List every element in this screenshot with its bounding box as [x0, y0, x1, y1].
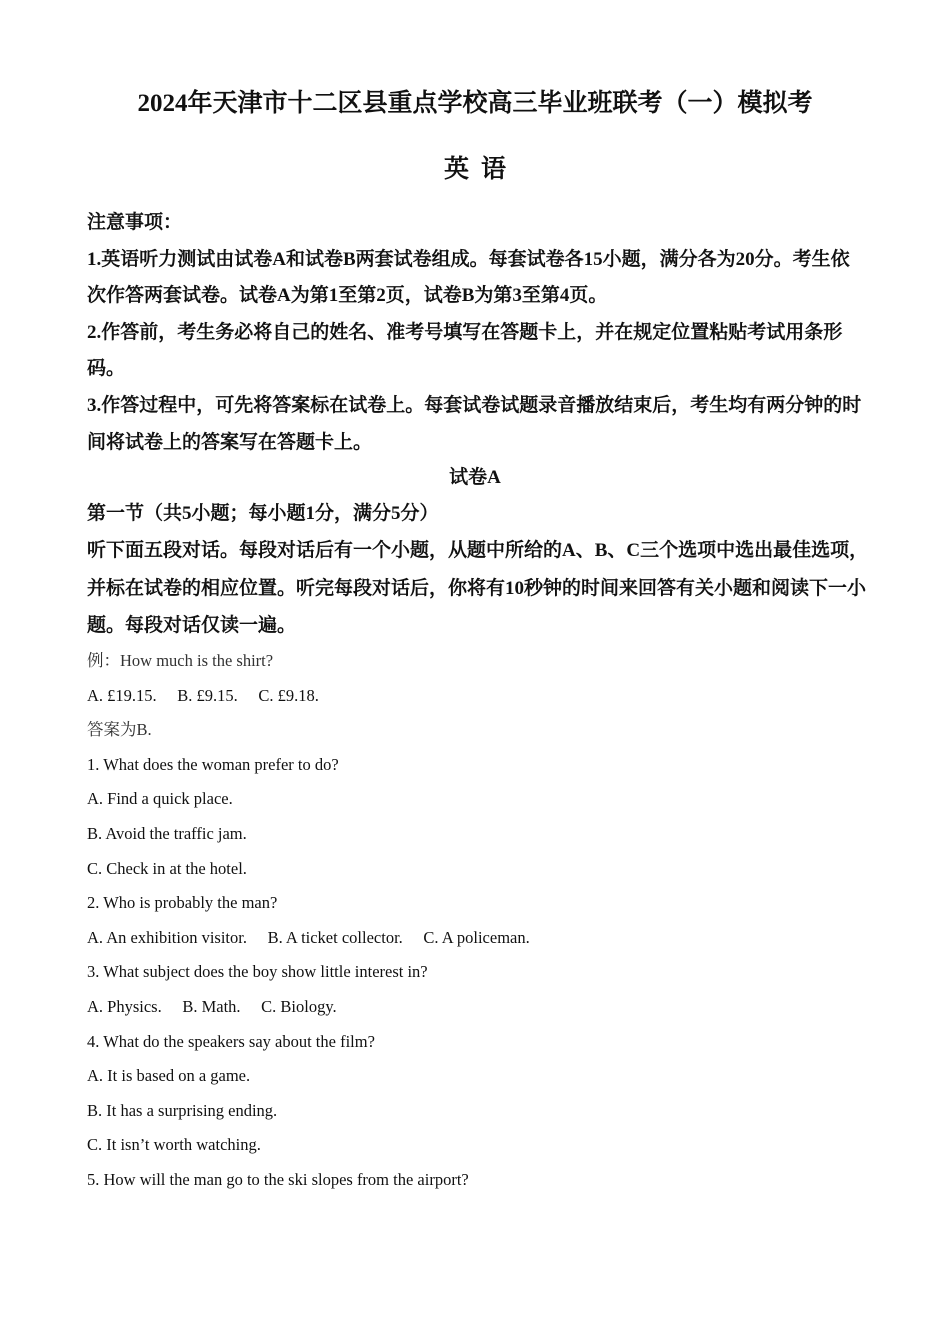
question-1-option-c: C. Check in at the hotel. — [87, 858, 247, 878]
question-4-option-b: B. It has a surprising ending. — [87, 1100, 278, 1120]
question-5-stem: 5. How will the man go to the ski slopes from the airport? — [87, 1169, 469, 1189]
example-question: 例：How much is the shirt? — [87, 651, 274, 670]
notes-heading: 注意事项： — [87, 212, 183, 233]
question-list — [87, 644, 887, 1198]
question-4-option-a: A. It is based on a game. — [87, 1066, 251, 1086]
directions-text: 听下面五段对话。每段对话后有一个小题，从题中所给的A、B、C三个选项中选出最佳选项，并标在试卷的相应位置。听完每段对话后，你将有10秒钟的时间来回答有关小题和阅读下一小题。每段对话仅读一遍。 — [87, 540, 869, 636]
question-3-options: A. Physics. B. Math. C. Biology. — [87, 996, 337, 1016]
note-item-1: 1.英语听力测试由试卷A和试卷B两套试卷组成。每套试卷各15小题，满分各为20分。考生依次作答两套试卷。试卷A为第1至第2页，试卷B为第3至第4页。 — [87, 248, 850, 307]
note-item-2: 2.作答前，考生务必将自己的姓名、准考号填写在答题卡上，并在规定位置粘贴考试用条形码。 — [87, 321, 843, 380]
question-1-option-a: A. Find a quick place. — [87, 789, 233, 809]
note-item-3: 3.作答过程中，可先将答案标在试卷上。每套试卷试题录音播放结束后，考生均有两分钟的时间将试卷上的答案写在答题卡上。 — [87, 394, 862, 453]
question-1-stem: 1. What does the woman prefer to do? — [87, 754, 339, 774]
subject-title: 英语 — [443, 156, 518, 183]
section-name: 试卷A — [449, 467, 501, 488]
example-options: A. £19.15. B. £9.15. C. £9.18. — [87, 685, 319, 705]
question-4-stem: 4. What do the speakers say about the film? — [87, 1031, 375, 1051]
question-4-option-c: C. It isn’t worth watching. — [87, 1135, 261, 1155]
example-answer: 答案为B. — [87, 720, 152, 740]
notes-section — [87, 205, 867, 461]
question-2-stem: 2. Who is probably the man? — [87, 893, 278, 913]
question-3-stem: 3. What subject does the boy show little interest in? — [87, 962, 428, 982]
question-1-option-b: B. Avoid the traffic jam. — [87, 823, 247, 843]
part-heading: 第一节（共5小题；每小题1分，满分5分） — [87, 503, 439, 524]
question-2-options: A. An exhibition visitor. B. A ticket collector. C. A policeman. — [87, 927, 530, 947]
exam-title: 2024年天津市十二区县重点学校高三毕业班联考（一）模拟考 — [137, 90, 813, 117]
